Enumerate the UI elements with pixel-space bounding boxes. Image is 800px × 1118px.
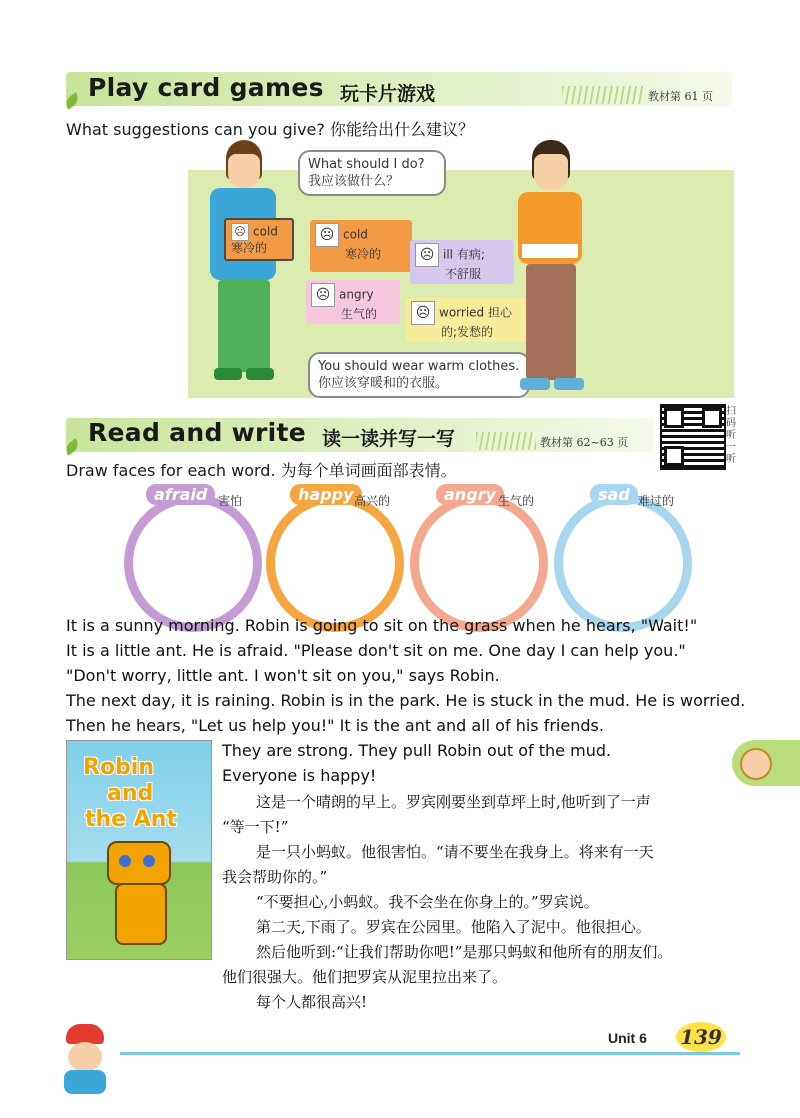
story-line: Everyone is happy! xyxy=(222,766,377,785)
boy-right-illustration xyxy=(508,140,598,402)
book-title-line1: Robin xyxy=(83,755,155,780)
sad-face-icon: ☹ xyxy=(315,223,339,247)
bubble-question-en: What should I do? xyxy=(308,157,425,172)
illustration-panel xyxy=(188,157,734,398)
page-number: 139 xyxy=(676,1022,726,1052)
qr-code-icon[interactable] xyxy=(660,404,726,470)
section-instruction: What suggestions can you give? 你能给出什么建议？ xyxy=(66,120,474,139)
word-card-ill: ☹ ill 有病; 不舒服 xyxy=(410,240,514,284)
section-title-cn: 玩卡片游戏 xyxy=(340,83,436,105)
story-cn-line: “不要担心,小蚂蚁。我不会坐在你身上的。”罗宾说。 xyxy=(256,893,599,911)
worried-face-icon: ☹ xyxy=(411,301,435,325)
story-line: It is a sunny morning. Robin is going to sit on the grass when he hears, "Wait!" xyxy=(66,616,698,635)
boy-left-illustration xyxy=(198,140,288,400)
story-cn-line: 我会帮助你的。” xyxy=(222,868,328,886)
mascot-icon xyxy=(58,1024,112,1094)
robot-body xyxy=(115,883,167,945)
story-line: It is a little ant. He is afraid. "Please don't sit on me. One day I can help you." xyxy=(66,641,686,660)
robot-icon xyxy=(107,841,171,885)
word-card-angry: ☹ angry 生气的 xyxy=(306,280,400,324)
qr-code-label: 扫码听一听 xyxy=(726,406,736,465)
story-line: "Don't worry, little ant. I won't sit on you," says Robin. xyxy=(66,666,500,685)
story-line: Then he hears, "Let us help you!" It is the ant and all of his friends. xyxy=(66,716,604,735)
story-cn-line: 他们很强大。他们把罗宾从泥里拉出来了。 xyxy=(222,968,508,986)
bubble-question-cn: 我应该做什么？ xyxy=(308,174,400,189)
mascot-icon xyxy=(740,748,772,780)
section-instruction: Draw faces for each word. 为每个单词画面部表情。 xyxy=(66,461,457,480)
held-card-cn: 寒冷的 xyxy=(231,241,268,255)
story-cn-line: 每个人都很高兴! xyxy=(256,993,368,1011)
story-cn-line: “等一下!” xyxy=(222,818,289,836)
decorative-stripes xyxy=(476,432,536,450)
textbook-page-ref: 教材第 62~63 页 xyxy=(540,436,629,449)
speech-bubble-answer xyxy=(308,352,530,398)
bubble-answer-cn: 你应该穿暖和的衣服。 xyxy=(318,376,449,391)
angry-face-icon: ☹ xyxy=(311,283,335,307)
book-title-line3: the Ant xyxy=(85,807,177,832)
footer-divider xyxy=(120,1052,740,1055)
section-title: Play card games xyxy=(88,73,324,102)
story-cn-line: 这是一个晴朗的早上。罗宾刚要坐到草坪上时,他听到了一声 xyxy=(256,793,651,811)
story-line: The next day, it is raining. Robin is in the park. He is stuck in the mud. He is worried. xyxy=(66,691,746,710)
held-word-card: ☹ cold 寒冷的 xyxy=(224,218,294,261)
sick-face-icon: ☹ xyxy=(415,243,439,267)
textbook-page-ref: 教材第 61 页 xyxy=(648,90,713,103)
speech-bubble-question xyxy=(298,150,446,196)
unit-label: Unit 6 xyxy=(608,1030,647,1046)
decorative-stripes xyxy=(562,86,644,104)
story-cn-line: 是一只小蚂蚁。他很害怕。“请不要坐在我身上。将来有一天 xyxy=(256,843,654,861)
story-cn-line: 然后他听到:“让我们帮助你吧!”是那只蚂蚁和他所有的朋友们。 xyxy=(256,943,673,961)
word-card-cold: ☹ cold 寒冷的 xyxy=(310,220,412,272)
section-title: Read and write xyxy=(88,418,307,447)
story-cn-line: 第二天,下雨了。罗宾在公园里。他陷入了泥中。他很担心。 xyxy=(256,918,651,936)
unit-side-tab xyxy=(732,740,800,786)
held-card-en: cold xyxy=(253,224,278,239)
book-title-line2: and xyxy=(107,781,154,806)
bubble-answer-en: You should wear warm clothes. xyxy=(318,359,520,374)
word-card-worried: ☹ worried 担心 的;发愁的 xyxy=(406,298,528,342)
section-title-cn: 读一读并写一写 xyxy=(322,428,456,450)
story-line: They are strong. They pull Robin out of the mud. xyxy=(222,741,612,760)
book-cover-image xyxy=(66,740,212,960)
